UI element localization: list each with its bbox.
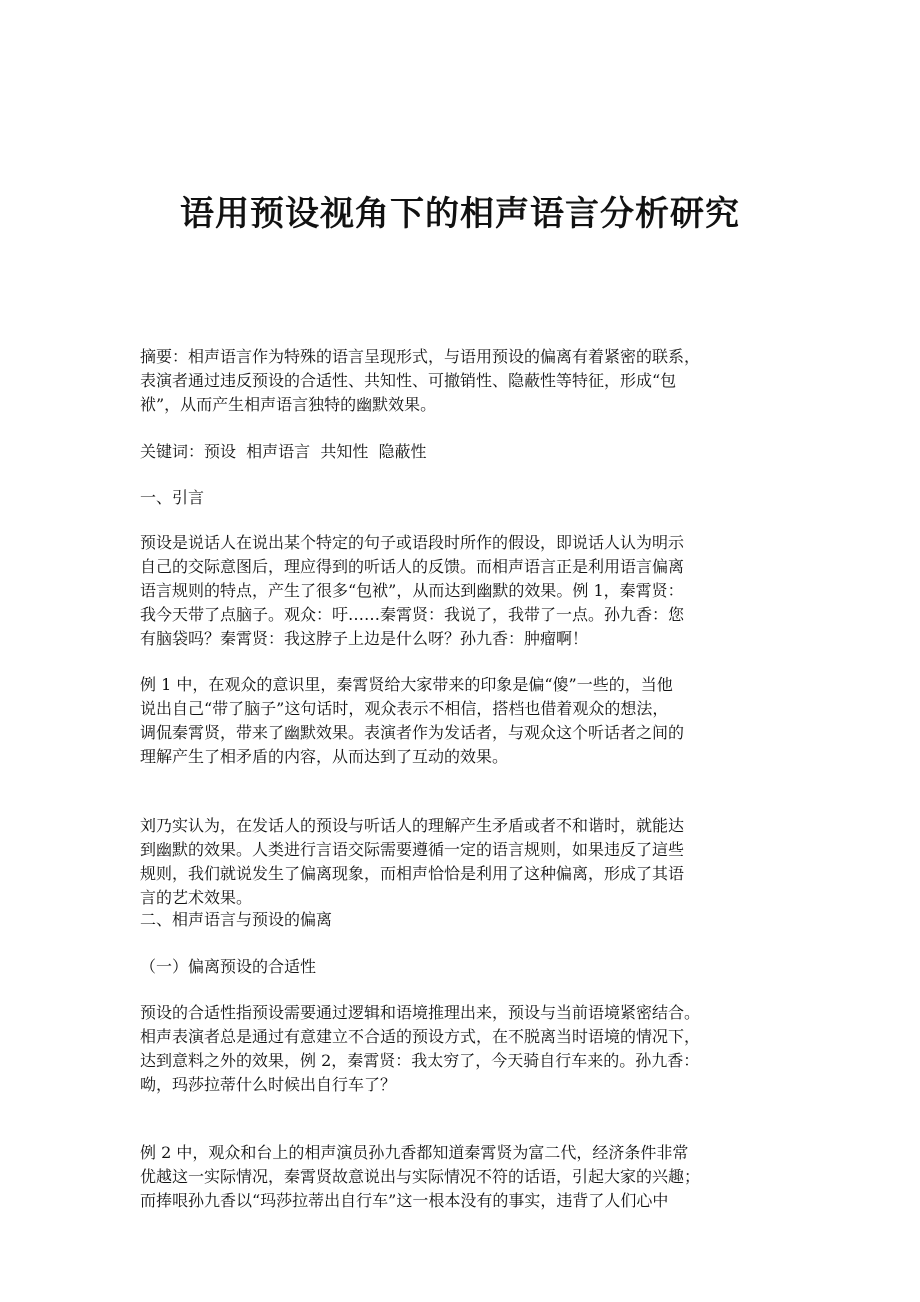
text-line: 我今天带了点脑子。观众：吁……秦霄贤：我说了，我带了一点。孙九香：您 <box>140 605 685 624</box>
text-line: 自己的交际意图后，理应得到的听话人的反馈。而相声语言正是利用语言偏离 <box>140 557 685 576</box>
paragraph-2 <box>140 673 790 769</box>
abstract <box>140 345 790 417</box>
text-line: 例 1 中，在观众的意识里，秦霄贤给大家带来的印象是偏“傻”一些的，当他 <box>140 675 673 694</box>
text-line: 语言规则的特点，产生了很多“包袱”，从而达到幽默的效果。例 1，秦霄贤： <box>140 581 684 600</box>
paragraph-5 <box>140 1141 790 1213</box>
text-line: 而捧哏孙九香以“玛莎拉蒂出自行车”这一根本没有的事实，违背了人们心中 <box>140 1191 669 1210</box>
text-line: 到幽默的效果。人类进行言语交际需要遵循一定的语言规则，如果违反了這些 <box>140 840 685 859</box>
text-line: 说出自己“带了脑子”这句话时，观众表示不相信，搭档也借着观众的想法， <box>140 699 669 718</box>
subsection-heading-2-1-text: （一）偏离预设的合适性 <box>140 957 317 976</box>
document-title: 语用预设视角下的相声语言分析研究 <box>180 194 740 234</box>
text-line: 刘乃实认为，在发话人的预设与听话人的理解产生矛盾或者不和谐时，就能达 <box>140 816 685 835</box>
keywords <box>140 440 790 464</box>
section-heading-2-text: 二、相声语言与预设的偏离 <box>140 910 333 929</box>
section-heading-1-text: 一、引言 <box>140 488 205 507</box>
text-line: 理解产生了相矛盾的内容，从而达到了互动的效果。 <box>140 747 509 766</box>
text-line: 呦，玛莎拉蒂什么时候出自行车了？ <box>140 1075 397 1094</box>
text-line: 言的艺术效果。 <box>140 888 253 907</box>
subsection-heading-2-1 <box>140 955 790 979</box>
text-line: 摘要：相声语言作为特殊的语言呈现形式，与语用预设的偏离有着紧密的联系， <box>140 347 701 366</box>
text-line: 有脑袋吗？秦霄贤：我这脖子上边是什么呀？孙九香：肿瘤啊！ <box>140 629 589 648</box>
text-line: 优越这一实际情况，秦霄贤故意说出与实际情况不符的话语，引起大家的兴趣； <box>140 1167 701 1186</box>
text-line: 预设是说话人在说出某个特定的句子或语段时所作的假设，即说话人认为明示 <box>140 533 685 552</box>
section-heading-2 <box>140 908 790 932</box>
paragraph-3 <box>140 814 790 910</box>
text-line: 预设的合适性指预设需要通过逻辑和语境推理出来，预设与当前语境紧密结合。 <box>140 1003 701 1022</box>
text-line: 规则，我们就说发生了偏离现象，而相声恰恰是利用了这种偏离，形成了其语 <box>140 864 685 883</box>
keywords-text: 关键词：预设 相声语言 共知性 隐蔽性 <box>140 442 427 461</box>
text-line: 袱”，从而产生相声语言独特的幽默效果。 <box>140 395 437 414</box>
text-line: 调侃秦霄贤，带来了幽默效果。表演者作为发话者，与观众这个听话者之间的 <box>140 723 685 742</box>
text-line: 例 2 中，观众和台上的相声演员孙九香都知道秦霄贤为富二代，经济条件非常 <box>140 1143 689 1162</box>
text-line: 表演者通过违反预设的合适性、共知性、可撤销性、隐蔽性等特征，形成“包 <box>140 371 677 390</box>
text-line: 相声表演者总是通过有意建立不合适的预设方式，在不脱离当时语境的情况下， <box>140 1027 701 1046</box>
paragraph-4 <box>140 1001 790 1097</box>
paragraph-1 <box>140 531 790 651</box>
section-heading-1 <box>140 486 790 510</box>
text-line: 达到意料之外的效果，例 2，秦霄贤：我太穷了，今天骑自行车来的。孙九香： <box>140 1051 700 1070</box>
